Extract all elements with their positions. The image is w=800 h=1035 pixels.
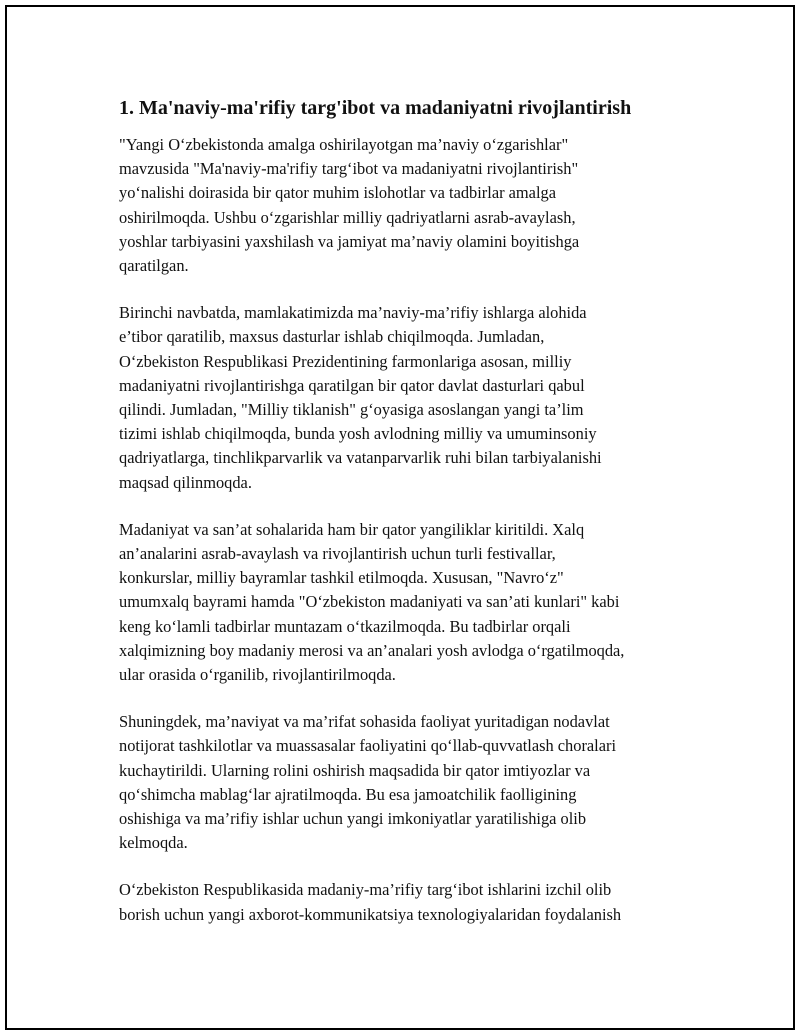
document-body [119, 95, 699, 950]
text-line: maqsad qilinmoqda. [119, 472, 252, 492]
paragraph-5 [119, 878, 699, 926]
text-line: yoshlar tarbiyasini yaxshilash va jamiyat ma’naviy olamini boyitishga [119, 231, 580, 251]
text-line: keng ko‘lamli tadbirlar muntazam o‘tkazilmoqda. Bu tadbirlar orqali [119, 616, 571, 636]
text-line: qaratilgan. [119, 256, 189, 276]
text-line: madaniyatni rivojlantirishga qaratilgan bir qator davlat dasturlari qabul [119, 375, 585, 395]
text-line: mavzusida "Ma'naviy-ma'rifiy targ‘ibot va madaniyatni rivojlantirish" [119, 159, 579, 179]
text-line: notijorat tashkilotlar va muassasalar faoliyatini qo‘llab-quvvatlash choralari [119, 736, 617, 756]
text-line: qadriyatlarga, tinchlikparvarlik va vatanparvarlik ruhi bilan tarbiyalanishi [119, 448, 602, 468]
text-line: O‘zbekiston Respublikasida madaniy-ma’rifiy targ‘ibot ishlarini izchil olib [119, 880, 612, 900]
text-line: qo‘shimcha mablag‘lar ajratilmoqda. Bu esa jamoatchilik faolligining [119, 784, 577, 804]
text-line: e’tibor qaratilib, maxsus dasturlar ishlab chiqilmoqda. Jumladan, [119, 327, 545, 347]
paragraph-3 [119, 518, 699, 687]
text-line: kelmoqda. [119, 833, 188, 853]
text-line: borish uchun yangi axborot-kommunikatsiya texnologiyalaridan foydalanish [119, 904, 622, 924]
paragraph-4 [119, 710, 699, 855]
text-line: qilindi. Jumladan, "Milliy tiklanish" g‘oyasiga asoslangan yangi ta’lim [119, 400, 584, 420]
text-line: tizimi ishlab chiqilmoqda, bunda yosh avlodning milliy va umuminsoniy [119, 424, 597, 444]
section-heading: 1. Ma'naviy-ma'rifiy targ'ibot va madaniyatni rivojlantirish [119, 97, 632, 119]
paragraph-1 [119, 133, 699, 278]
text-line: umumxalq bayrami hamda "O‘zbekiston madaniyati va san’ati kunlari" kabi [119, 592, 620, 612]
text-line: kuchaytirildi. Ularning rolini oshirish maqsadida bir qator imtiyozlar va [119, 760, 591, 780]
text-line: konkurslar, milliy bayramlar tashkil etilmoqda. Xususan, "Navro‘z" [119, 568, 564, 588]
text-line: an’analarini asrab-avaylash va rivojlantirish uchun turli festivallar, [119, 544, 556, 564]
paragraph-2 [119, 301, 699, 495]
text-line: oshirilmoqda. Ushbu o‘zgarishlar milliy qadriyatlarni asrab-avaylash, [119, 207, 576, 227]
text-line: xalqimizning boy madaniy merosi va an’analari yosh avlodga o‘rgatilmoqda, [119, 640, 625, 660]
text-line: ular orasida o‘rganilib, rivojlantirilmoqda. [119, 665, 396, 685]
text-line: Birinchi navbatda, mamlakatimizda ma’naviy-ma’rifiy ishlarga alohida [119, 303, 587, 323]
text-line: O‘zbekiston Respublikasi Prezidentining farmonlariga asosan, milliy [119, 351, 572, 371]
text-line: Madaniyat va san’at sohalarida ham bir qator yangiliklar kiritildi. Xalq [119, 519, 585, 539]
text-line: oshishiga va ma’rifiy ishlar uchun yangi imkoniyatlar yaratilishiga olib [119, 809, 587, 829]
text-line: "Yangi O‘zbekistonda amalga oshirilayotgan ma’naviy o‘zgarishlar" [119, 135, 569, 154]
text-line: yo‘nalishi doirasida bir qator muhim islohotlar va tadbirlar amalga [119, 183, 556, 203]
text-line: Shuningdek, ma’naviyat va ma’rifat sohasida faoliyat yuritadigan nodavlat [119, 712, 610, 732]
